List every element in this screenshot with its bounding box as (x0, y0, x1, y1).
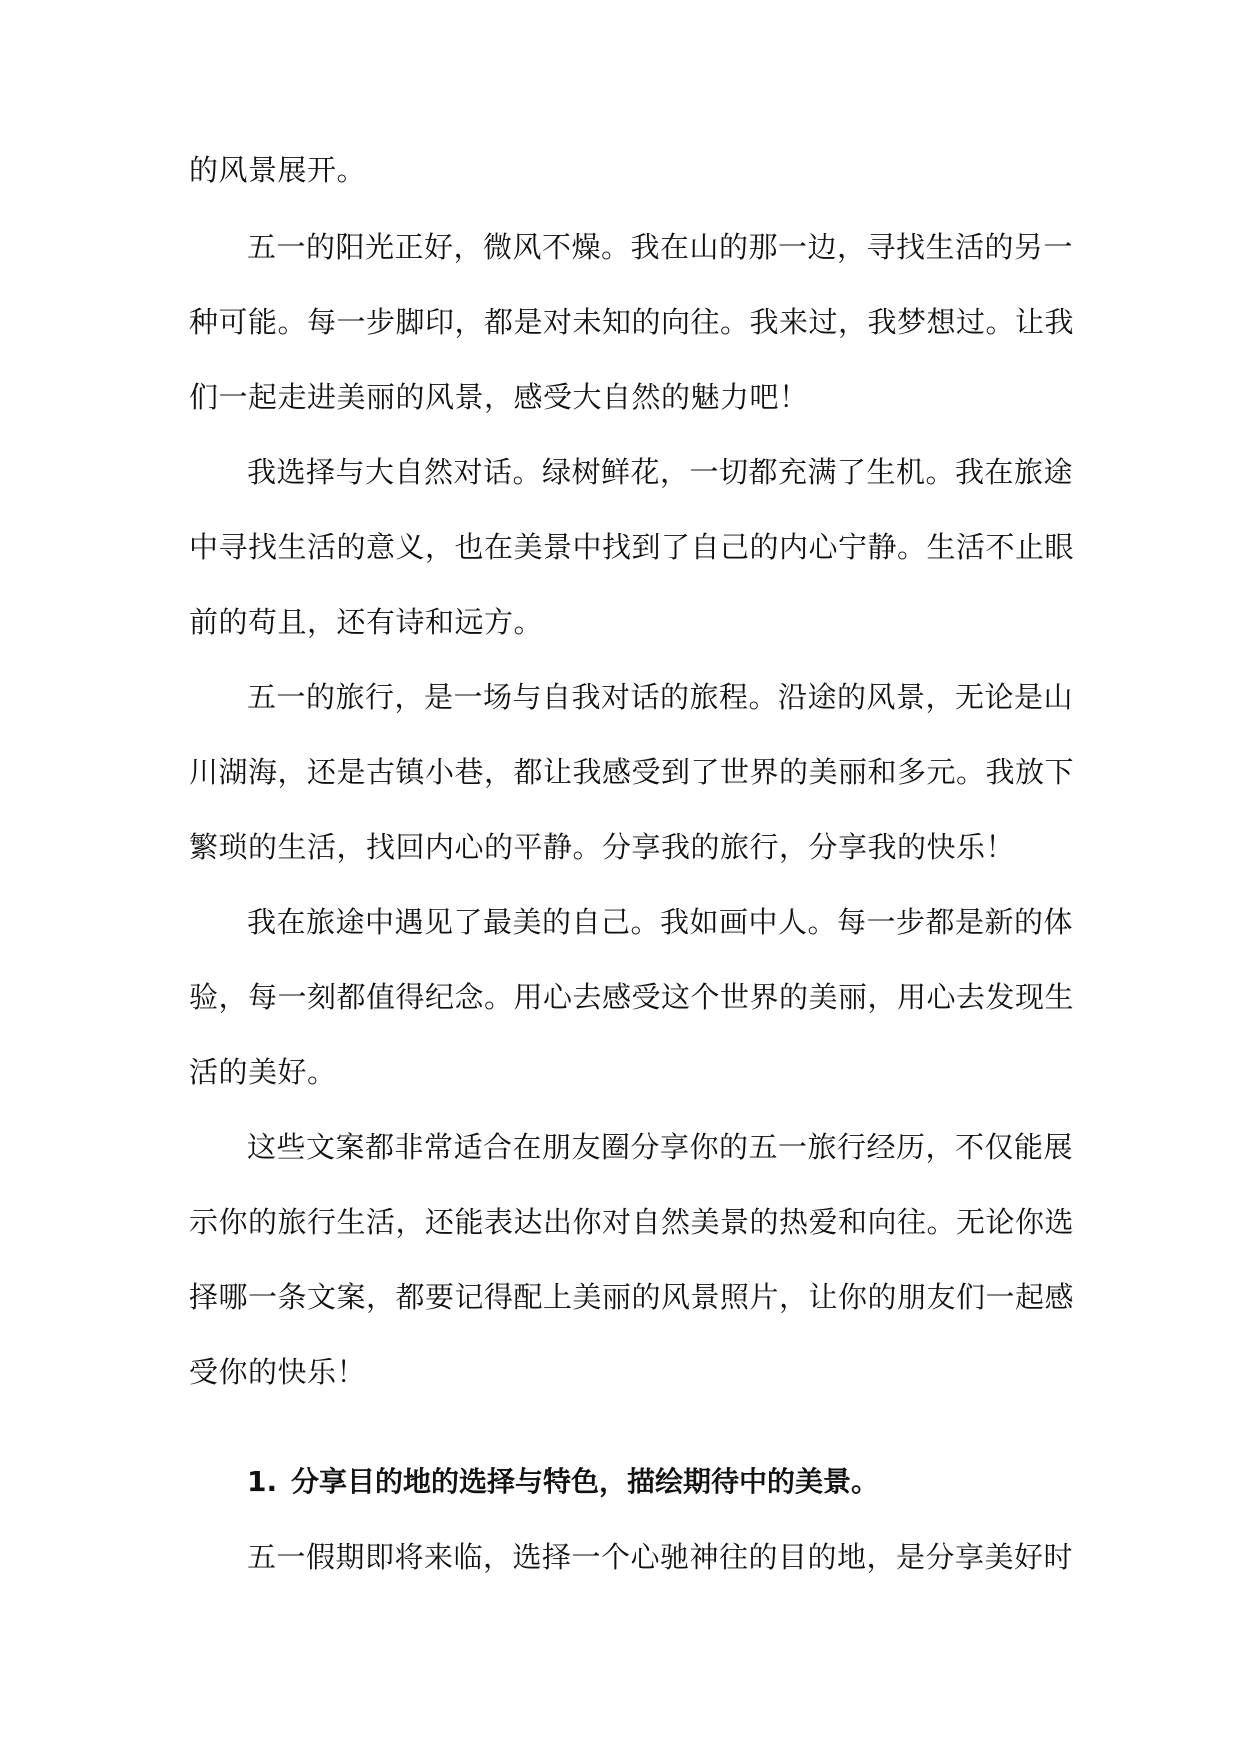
paragraph-line: 验，每一刻都值得纪念。用心去感受这个世界的美丽，用心去发现生 (189, 980, 1075, 1014)
paragraph-line: 示你的旅行生活，还能表达出你对自然美景的热爱和向往。无论你选 (189, 1205, 1075, 1239)
paragraph-line: 受你的快乐！ (189, 1355, 367, 1389)
section-heading (247, 1462, 879, 1502)
heading-number: 1. (247, 1465, 278, 1498)
paragraph-line: 五一假期即将来临，选择一个心驰神往的目的地，是分享美好时 (247, 1540, 1074, 1574)
paragraph-line: 我选择与大自然对话。绿树鲜花，一切都充满了生机。我在旅途 (247, 455, 1074, 489)
paragraph-line: 活的美好。 (189, 1055, 337, 1089)
paragraph-line: 们一起走进美丽的风景，感受大自然的魅力吧！ (189, 380, 809, 414)
paragraph-line: 我在旅途中遇见了最美的自己。我如画中人。每一步都是新的体 (247, 905, 1074, 939)
paragraph-line: 五一的阳光正好，微风不燥。我在山的那一边，寻找生活的另一 (247, 230, 1074, 264)
paragraph-line: 川湖海，还是古镇小巷，都让我感受到了世界的美丽和多元。我放下 (189, 755, 1075, 789)
paragraph-line: 择哪一条文案，都要记得配上美丽的风景照片，让你的朋友们一起感 (189, 1280, 1075, 1314)
paragraph-line: 种可能。每一步脚印，都是对未知的向往。我来过，我梦想过。让我 (189, 305, 1075, 339)
paragraph-line: 前的苟且，还有诗和远方。 (189, 605, 544, 639)
paragraph-line: 五一的旅行，是一场与自我对话的旅程。沿途的风景，无论是山 (247, 680, 1074, 714)
paragraph-line: 繁琐的生活，找回内心的平静。分享我的旅行，分享我的快乐！ (189, 830, 1016, 864)
paragraph-line: 的风景展开。 (189, 153, 367, 187)
paragraph-line: 这些文案都非常适合在朋友圈分享你的五一旅行经历，不仅能展 (247, 1130, 1074, 1164)
heading-text: 分享目的地的选择与特色，描绘期待中的美景。 (291, 1465, 880, 1498)
paragraph-line: 中寻找生活的意义，也在美景中找到了自己的内心宁静。生活不止眼 (189, 530, 1075, 564)
